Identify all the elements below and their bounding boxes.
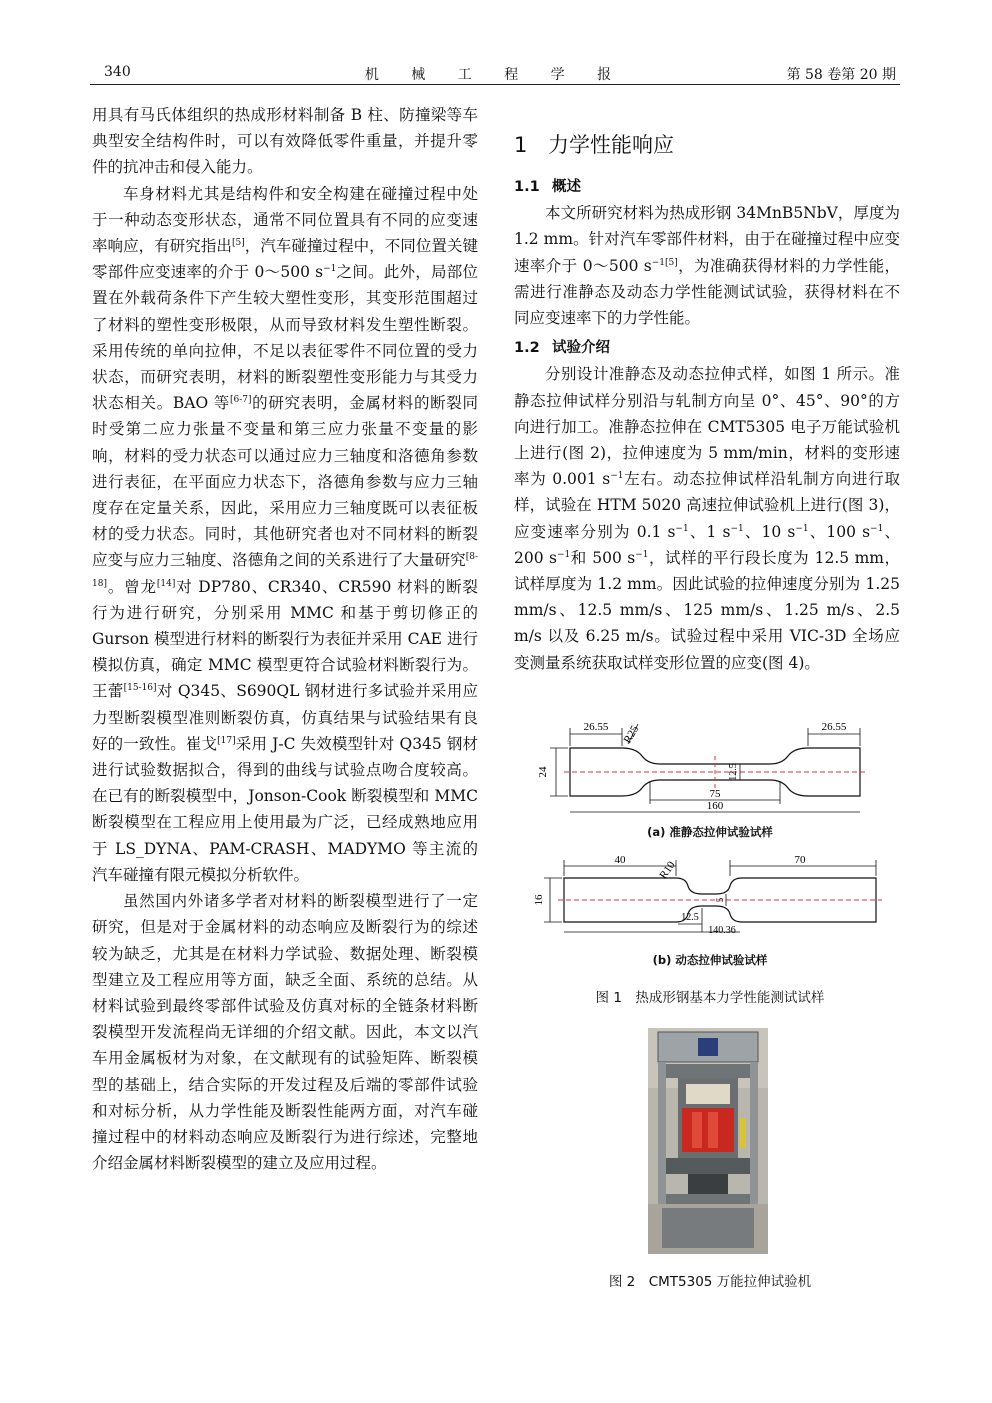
page-header <box>90 62 900 85</box>
dim-radius: R10 <box>657 859 678 882</box>
right-column <box>514 122 900 676</box>
figure-1-caption: 图 1 热成形钢基本力学性能测试试样 <box>595 990 825 1006</box>
dim-gauge-width: 12.5 <box>728 763 739 781</box>
figure-2-testing-machine-photo <box>648 1028 768 1254</box>
paragraph: 车身材料尤其是结构件和安全构建在碰撞过程中处于一种动态变形状态，通常不同位置具有不同的应变速率响应，有研究指出[5]，汽车碰撞过程中，不同位置关键零部件应变速率的介于 0～500 $s^{-1}$之间。此外，局部位置在外载荷条件下产生较大塑性变形，其变形范围超过了材料的塑性变形极限，从而导致材料发生塑性断裂。采用传统的单向拉伸，不足以表征零件不同位置的受力状态，而研究表明，材料的断裂塑性变形能力与其受力状态相关。BAO 等[6-7]的研究表明，金属材料的断裂同时受第二应力张量不变量和第三应力张量不变量的影响，材料的受力状态可以通过应力三轴度和洛德角参数进行表征，在平面应力状态下，洛德角参数与应力三轴度存在定量关系，因此，采用应力三轴度既可以表征板材的受力状态。同时，其他研究者也对不同材料的断裂应变与应力三轴度、洛德角之间的关系进行了大量研究[8-18]。曾龙[14]对 DP780、CR340、CR590 材料的断裂行为进行研究，分别采用 MMC 和基于剪切修正的 Gurson 模型进行材料的断裂行为表征并采用 CAE 进行模拟仿真，确定 MMC 模型更符合试验材料断裂行为。王蕾[15-16]对 Q345、S690QL 钢材进行多试验并采用应力型断裂模型准则断裂仿真，仿真结果与试验结果有良好的一致性。崔戈[17]采用 J-C 失效模型针对 Q345 钢材进行试验数据拟合，得到的曲线与试验点吻合度较高。在已有的断裂模型中，Jonson-Cook 断裂模型和 MMC 断裂模型在工程应用上使用最为广泛，已经成熟地应用于 LS_DYNA、PAM-CRASH、MADYMO 等主流的汽车碰撞有限元模拟分析软件。 <box>92 184 478 884</box>
figure-1b-subcaption: (b) 动态拉伸试验试样 <box>652 953 768 967</box>
section-heading: 1 力学性能响应 <box>514 133 674 157</box>
subsection-heading: 1.2 试验介绍 <box>514 340 610 357</box>
citation[interactable]: [14] <box>156 578 176 589</box>
citation[interactable]: [15-16] <box>123 683 157 694</box>
paragraph: 虽然国内外诸多学者对材料的断裂模型进行了一定研究，但是对于金属材料的动态响应及断裂行为的综述较为缺乏，尤其是在材料力学试验、数据处理、断裂模型建立及工程应用等方面，缺乏全面、系统的总结。从材料试验到最终零部件试验及仿真对标的全链条材料断裂模型开发流程尚无详细的介绍文献。因此，本文以汽车用金属板材为对象，在文献现有的试验矩阵、断裂模型的基础上，结合实际的开发过程及后端的零部件试验和对标分析，从力学性能及断裂性能两方面，对汽车碰撞过程中的材料动态响应及断裂行为进行综述，完整地介绍金属材料断裂模型的建立及应用过程。 <box>92 892 478 1173</box>
paragraph: 分别设计准静态及动态拉伸式样，如图 1 所示。准静态拉伸试样分别沿与轧制方向呈 0°、45°、90°的方向进行加工。准静态拉伸在 CMT5305 电子万能试验机上进行(图 2)，拉伸速度为 5 mm/min，材料的变形速率为 0.001 $s^{-1}$左右。动态拉伸试样沿轧制方向进行取样，试验在 HTM 5020 高速拉伸试验机上进行(图 3)，应变速率分别为 0.1 $s^{-1}$、1 $s^{-1}$、10 $s^{-1}$、100 $s^{-1}$、200 $s^{-1}$和 500 $s^{-1}$，试样的平行段长度为 12.5 mm，试样厚度为 1.2 mm。因此试验的拉伸速度分别为 1.25 mm/s、12.5 mm/s、125 mm/s、1.25 m/s、2.5 m/s 以及 6.25 m/s。试验过程中采用 VIC-3D 全场应变测量系统获取试样变形位置的应变(图 4)。 <box>514 365 900 672</box>
dim-left: 40 <box>614 854 626 866</box>
dim-total: 160 <box>706 800 724 812</box>
figure-2-caption: 图 2 CMT5305 万能拉伸试验机 <box>608 1274 812 1290</box>
dim-height: 16 <box>533 894 545 906</box>
dim-left: 26.55 <box>583 721 609 733</box>
figure-1a-subcaption: (a) 准静态拉伸试验试样 <box>647 825 773 839</box>
paragraph: 用具有马氏体组织的热成形材料制备 B 柱、防撞梁等车典型安全结构件时，可以有效降低零件重量，并提升零件的抗冲击和侵入能力。 <box>92 106 478 177</box>
dim-radius: R25 <box>621 723 642 746</box>
dim-parallel: 12.5 <box>681 912 699 923</box>
citation[interactable]: [5] <box>665 257 678 268</box>
citation[interactable]: [5] <box>231 238 245 249</box>
dim-parallel: 75 <box>709 788 721 800</box>
dim-gauge-width: 5 <box>715 897 725 903</box>
journal-title: 机 械 工 程 学 报 <box>364 67 626 83</box>
figure-1a-quasistatic-specimen <box>530 716 890 820</box>
dim-right: 70 <box>794 854 806 866</box>
subsection-heading: 1.1 概述 <box>514 179 581 195</box>
left-column <box>92 102 478 1176</box>
citation[interactable]: [6-7] <box>229 395 252 406</box>
citation[interactable]: [17] <box>217 735 236 746</box>
volume-issue: 第 58 卷第 20 期 <box>786 67 896 83</box>
dim-height: 24 <box>537 766 549 778</box>
citation[interactable]: [8-18] <box>92 552 478 589</box>
dim-total: 140.36 <box>708 925 736 936</box>
figure-1b-dynamic-specimen <box>530 852 890 948</box>
page-number: 340 <box>104 64 131 80</box>
dim-right: 26.55 <box>821 721 847 733</box>
paragraph: 本文所研究材料为热成形钢 34MnB5NbV，厚度为 1.2 mm。针对汽车零部件材料，由于在碰撞过程中应变速率介于 0～500 $s^{-1[5]}$，为准确获得材料的力学性能，需进行准静态及动态力学性能测试试验，获得材料在不同应变速率下的力学性能。 <box>514 204 900 328</box>
